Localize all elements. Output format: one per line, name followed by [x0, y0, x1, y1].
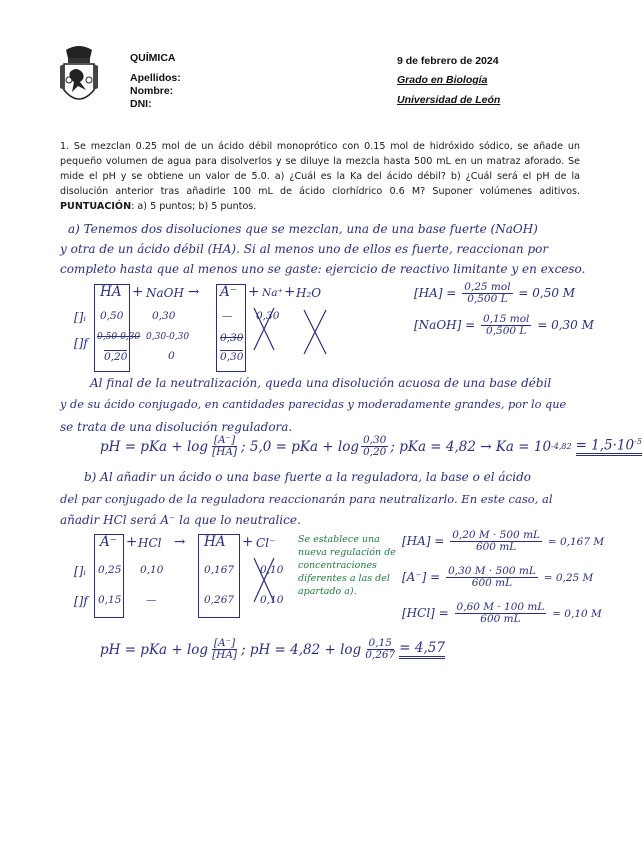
reaction-a-plus3: +: [284, 284, 296, 300]
a-conc-ha-result: = 0,50 M: [518, 286, 576, 301]
b-conc-aminus-den: 600 mL: [471, 577, 513, 590]
b-final-cl: 0,10: [260, 594, 284, 606]
reaction-a-h2o: H₂O: [296, 286, 322, 300]
a-final-naoh-expr: 0,30-0,30: [146, 332, 190, 342]
label-dni: DNI:: [130, 98, 152, 110]
row-initial-label: []ᵢ: [74, 310, 86, 324]
b-initial-ha: 0,167: [204, 564, 235, 576]
a-ph-eq-num2: 0,30: [362, 434, 387, 446]
label-apellidos: Apellidos:: [130, 72, 181, 84]
university-crest-logo: [58, 44, 100, 114]
b-conc-aminus: [402, 566, 593, 589]
b-cross-out-mark: [250, 552, 280, 610]
a-conc-ha-label: [HA] =: [414, 286, 457, 301]
reaction-b-plus2: +: [242, 534, 254, 550]
a-initial-na: 0,30: [256, 310, 280, 322]
a-conc-ha-num: 0,25 mol: [464, 281, 511, 293]
a-ph-eq-part2: ; 5,0 = pKa + log: [241, 438, 359, 455]
a-conc-ha: [414, 282, 575, 305]
b-row-final-label: []f: [74, 594, 88, 608]
b-conc-ha-num: 0,20 M · 500 mL: [452, 529, 540, 541]
a-ph-eq-result: = 1,5·10: [575, 437, 635, 454]
row-final-label: []f: [74, 336, 88, 350]
a-ph-eq-exp: -4,82: [551, 442, 572, 452]
reaction-a-naoh: NaOH: [146, 286, 184, 300]
b-ph-part2: ; pH = 4,82 + log: [241, 641, 362, 658]
b-conc-ha-den: 600 mL: [475, 541, 517, 554]
b-conc-hcl-label: [HCl] =: [402, 606, 449, 621]
a-initial-aminus: —: [222, 310, 233, 322]
part-b-intro-line3: añadir HCl será A⁻ la que lo neutralice.: [60, 513, 301, 527]
b-initial-cl: 0,10: [260, 564, 284, 576]
reaction-b-ha: HA: [204, 534, 226, 550]
a-conc-naoh-den: 0,500 L: [486, 325, 527, 338]
part-a-para-line1: Al final de la neutralización, queda una disolución acuosa de una base débil: [90, 376, 552, 390]
b-row-initial-label: []ᵢ: [74, 564, 86, 578]
reaction-a-aminus: A⁻: [220, 284, 237, 300]
b-conc-hcl-den: 600 mL: [480, 613, 521, 626]
green-margin-note: Se establece una nueva regulación de concentraciones diferentes a las del apartado a).: [298, 534, 396, 597]
problem-statement: [60, 139, 580, 214]
part-a-ph-equation: [100, 435, 642, 458]
a-conc-naoh-num: 0,15 mol: [483, 313, 530, 325]
b-final-hcl: —: [146, 594, 157, 606]
a-final-aminus: 0,30: [220, 351, 244, 363]
part-a-para-line3: se trata de una disolución reguladora.: [60, 420, 293, 434]
b-conc-hcl: [402, 602, 602, 625]
b-conc-aminus-label: [A⁻] =: [402, 570, 441, 585]
reaction-a-plus2: +: [248, 284, 260, 300]
a-ph-eq-num: [A⁻]: [213, 434, 236, 446]
b-conc-hcl-result: = 0,10 M: [552, 608, 602, 621]
a-final-ha-expr: 0,50-0,30: [97, 332, 141, 342]
score-text: : a) 5 puntos; b) 5 puntos.: [131, 201, 257, 212]
a-conc-naoh-label: [NaOH] =: [414, 318, 476, 333]
exam-date: 9 de febrero de 2024: [397, 55, 499, 67]
b-final-ha: 0,267: [204, 594, 235, 606]
b-conc-aminus-num: 0,30 M · 500 mL: [448, 565, 536, 577]
part-a-intro-line3: completo hasta que al menos uno se gaste: ejercicio de reactivo limitante y en exceso.: [60, 262, 586, 276]
a-initial-ha: 0,50: [100, 310, 124, 322]
b-ph-den2: 0,267: [365, 649, 396, 662]
reaction-b-aminus: A⁻: [100, 534, 117, 550]
a-conc-naoh-result: = 0,30 M: [537, 318, 594, 333]
a-conc-ha-den: 0,500 L: [467, 293, 508, 306]
b-conc-hcl-num: 0,60 M · 100 mL: [456, 601, 545, 613]
a-final-aminus-expr: 0,30: [220, 332, 244, 344]
a-ph-eq-part3: ; pKa = 4,82 → Ka = 10: [390, 438, 552, 455]
part-a-reaction-table: [60, 280, 360, 375]
part-b-reaction-table: [60, 530, 300, 620]
cross-out-marks: [250, 304, 340, 360]
a-initial-naoh: 0,30: [152, 310, 176, 322]
degree-name: Grado en Biología: [397, 74, 488, 86]
a-final-ha: 0,20: [104, 351, 128, 363]
part-a-para-line2: y de su ácido conjugado, en cantidades parecidas y moderadamente grandes, por lo que: [60, 398, 567, 411]
a-final-naoh: 0: [168, 350, 175, 362]
reaction-a-arrow: →: [188, 284, 200, 300]
b-final-aminus: 0,15: [98, 594, 122, 606]
b-ph-part1: pH = pKa + log: [100, 641, 209, 658]
reaction-b-arrow: →: [174, 534, 186, 550]
a-ph-eq-den: [HA]: [212, 446, 238, 459]
statement-text: 1. Se mezclan 0.25 mol de un ácido débil monoprótico con 0.15 mol de hidróxido sódico, se añade un pequeño volumen de agua para disolverlos y se diluye la mezcla hasta 500 mL en un matraz aforado. Se mide el pH y se obtiene un valor de 5.0. a) ¿Cuál es la Ka del ácido débil? b) ¿Cuál será el pH de la disolución anterior tras añadirle 100 mL de ácido clorhídrico 0.6 M? Suponer volúmenes aditivos.: [60, 141, 580, 197]
label-nombre: Nombre:: [130, 85, 174, 97]
a-ph-eq-part1: pH = pKa + log: [100, 438, 209, 455]
b-conc-ha: [402, 530, 604, 553]
b-ph-den: [HA]: [212, 649, 238, 662]
b-conc-aminus-result: = 0,25 M: [543, 572, 594, 585]
a-ph-eq-result-exp: -5: [634, 436, 642, 446]
reaction-b-hcl: HCl: [138, 536, 162, 550]
a-conc-naoh: [414, 314, 594, 337]
subject-title: QUÍMICA: [130, 52, 176, 64]
part-b-intro-line2: del par conjugado de la reguladora reaccionarán para neutralizarlo. En este caso, al: [60, 492, 553, 506]
b-ph-num2: 0,15: [368, 637, 392, 649]
part-b-intro-line1: b) Al añadir un ácido o una base fuerte a la reguladora, la base o el ácido: [84, 470, 531, 484]
reaction-a-plus1: +: [132, 284, 144, 300]
score-label: PUNTUACIÓN: [60, 201, 132, 212]
part-a-intro-line1: a) Tenemos dos disoluciones que se mezclan, una de una base fuerte (NaOH): [68, 222, 538, 236]
reaction-b-plus1: +: [126, 534, 138, 550]
b-initial-aminus: 0,25: [98, 564, 122, 576]
university-name: Universidad de León: [397, 94, 501, 106]
b-conc-ha-result: = 0,167 M: [547, 536, 605, 549]
b-ph-num: [A⁻]: [213, 637, 236, 649]
b-conc-ha-label: [HA] =: [402, 534, 445, 549]
b-initial-hcl: 0,10: [140, 564, 164, 576]
part-b-ph-equation: [100, 638, 445, 661]
b-ph-result: = 4,57: [399, 640, 445, 659]
reaction-a-na: Na⁺: [262, 287, 283, 299]
reaction-b-cl: Cl⁻: [256, 536, 276, 550]
part-a-intro-line2: y otra de un ácido débil (HA). Si al menos uno de ellos es fuerte, reaccionan por: [60, 242, 549, 256]
reaction-a-ha: HA: [100, 284, 122, 300]
a-ph-eq-den2: 0,20: [362, 446, 387, 459]
